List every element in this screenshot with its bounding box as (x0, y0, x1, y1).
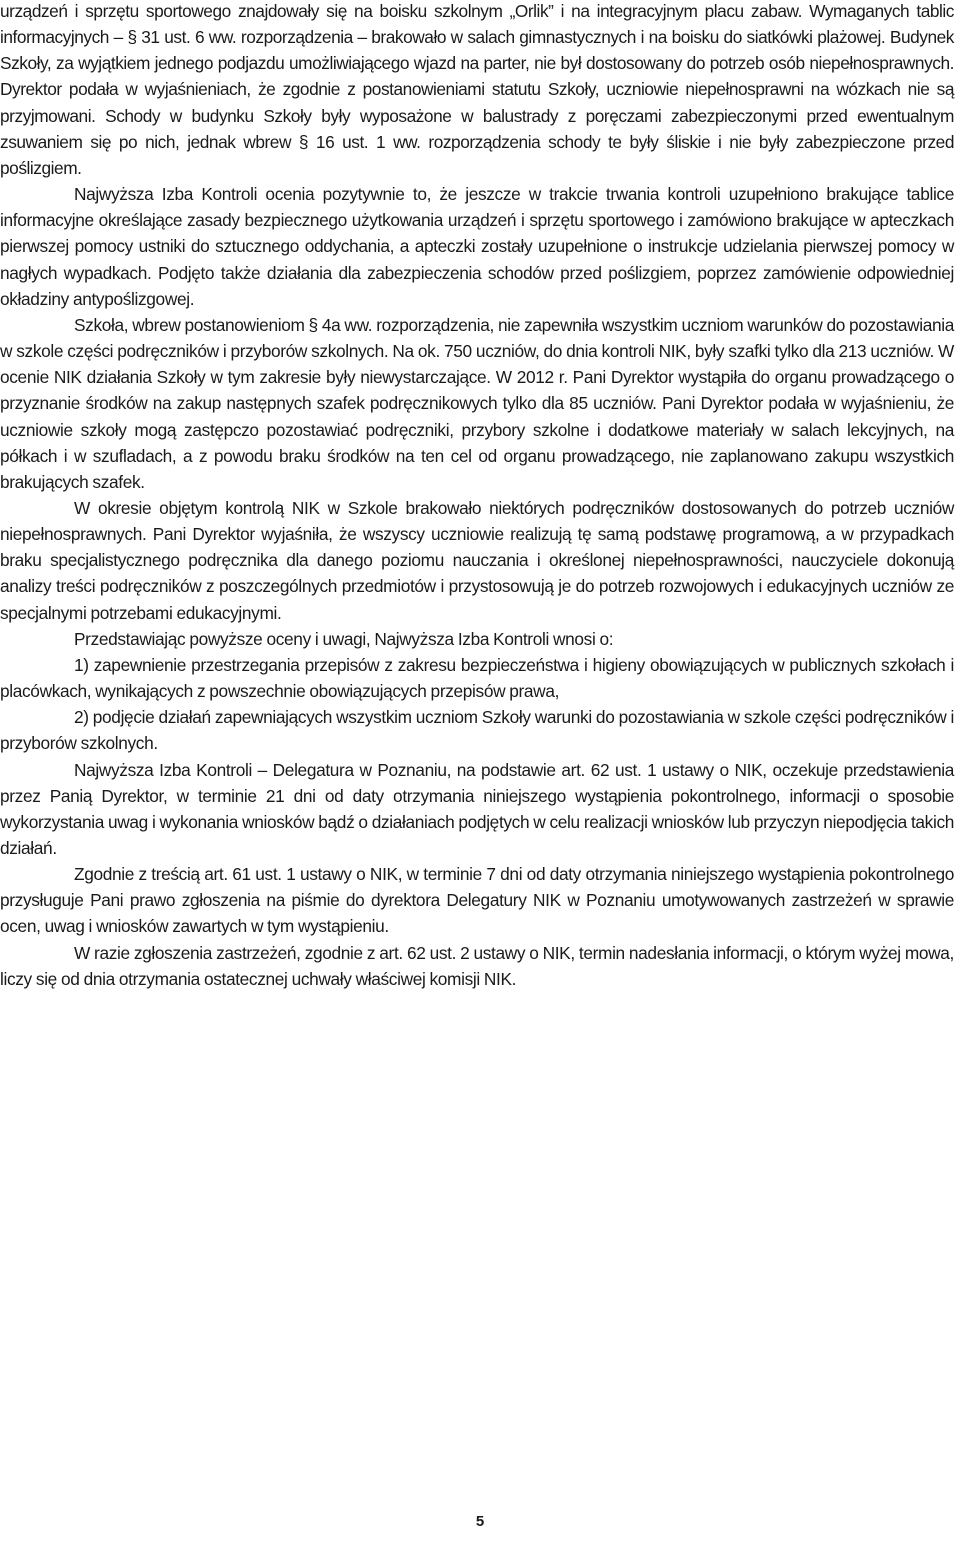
list-item-request-1: 1) zapewnienie przestrzegania przepisów z zakresu bezpieczeństwa i higieny obowiązujących w publicznych szkołach i placówkach, wynikających z powszechnie obowiązujących przepisów prawa, (0, 654, 954, 702)
paragraph-nik-positive-assessment: Najwyższa Izba Kontroli ocenia pozytywnie to, że jeszcze w trakcie trwania kontroli uzupełniono brakujące tablice informacyjne określające zasady bezpiecznego użytkowania urządzeń i sprzętu sportowego i zamówiono brakujące w apteczkach pierwszej pomocy ustniki do sztucznego oddychania, a apteczki zostały uzupełnione o instrukcje udzielania pierwszej pomocy w nagłych wypadkach. Podjęto także działania dla zabezpieczenia schodów przed poślizgiem, poprzez zamówienie odpowiedniej okładziny antypoślizgowej. (0, 184, 954, 309)
paragraph-requests-intro: Przedstawiając powyższe oceny i uwagi, Najwyższa Izba Kontroli wnosi o: (74, 628, 614, 649)
paragraph-playground-safety: urządzeń i sprzętu sportowego znajdowały się na boisku szkolnym „Orlik” i na integracyjnym placu zabaw. Wymaganych tablic informacyjnych – § 31 ust. 6 ww. rozporządzenia – brakowało w salach gimnastycznych i na boisku do siatkówki plażowej. Budynek Szkoły, za wyjątkiem jednego podjazdu umożliwiającego wjazd na parter, nie był dostosowany do potrzeb osób niepełnosprawnych. Dyrektor podała w wyjaśnieniach, że zgodnie z postanowieniami statutu Szkoły, uczniowie niepełnosprawni na wózkach nie są przyjmowani. Schody w budynku Szkoły były wyposażone w balustrady z poręczami zabezpieczonymi przed ewentualnym zsuwaniem się po nich, jednak wbrew § 16 ust. 1 ww. rozporządzenia schody te były śliskie i nie były zabezpieczone przed poślizgiem. (0, 1, 954, 178)
paragraph-textbooks: W okresie objętym kontrolą NIK w Szkole brakowało niektórych podręczników dostosowanych do potrzeb uczniów niepełnosprawnych. Pani Dyrektor wyjaśniła, że wszyscy uczniowie realizują tę samą podstawę programową, a w przypadkach braku specjalistycznego podręcznika dla danego poziomu nauczania i określonej niepełnosprawności, nauczyciele dokonują analizy treści podręczników z poszczególnych przedmiotów i przystosowują je do potrzeb rozwojowych i edukacyjnych uczniów ze specjalnymi potrzebami edukacyjnymi. (0, 497, 954, 623)
paragraph-reporting-obligation: Najwyższa Izba Kontroli – Delegatura w Poznaniu, na podstawie art. 62 ust. 1 ustawy o NIK, oczekuje przedstawienia przez Panią Dyrektor, w terminie 21 dni od daty otrzymania niniejszego wystąpienia pokontrolnego, informacji o sposobie wykorzystania uwag i wykonania wniosków bądź o działaniach podjętych w celu realizacji wniosków lub przyczyn niepodjęcia takich działań. (0, 759, 954, 858)
page-number: 5 (475, 1513, 485, 1530)
paragraph-objection-right: Zgodnie z treścią art. 61 ust. 1 ustawy o NIK, w terminie 7 dni od daty otrzymania niniejszego wystąpienia pokontrolnego przysługuje Pani prawo zgłoszenia na piśmie do dyrektora Delegatury NIK w Poznaniu umotywowanych zastrzeżeń w sprawie ocen, uwag i wniosków zawartych w tym wystąpieniu. (0, 864, 954, 937)
paragraph-deadline-note: W razie zgłoszenia zastrzeżeń, zgodnie z art. 62 ust. 2 ustawy o NIK, termin nadesłania informacji, o którym wyżej mowa, liczy się od dnia otrzymania ostatecznej uchwały właściwej komisji NIK. (0, 942, 954, 989)
list-item-request-2: 2) podjęcie działań zapewniających wszystkim uczniom Szkoły warunki do pozostawiania w szkole części podręczników i przyborów szkolnych. (0, 707, 954, 754)
paragraph-lockers: Szkoła, wbrew postanowieniom § 4a ww. rozporządzenia, nie zapewniła wszystkim uczniom warunków do pozostawiania w szkole części podręczników i przyborów szkolnych. Na ok. 750 uczniów, do dnia kontroli NIK, były szafki tylko dla 213 uczniów. W ocenie NIK działania Szkoły w tym zakresie były niewystarczające. W 2012 r. Pani Dyrektor wystąpiła do organu prowadzącego o przyznanie środków na zakup następnych szafek podręcznikowych tylko dla 85 uczniów. Pani Dyrektor podała w wyjaśnieniu, że uczniowie szkoły mogą zastępczo pozostawiać podręczniki, przybory szkolne i dodatkowe materiały w salach lekcyjnych, na półkach i w szufladach, a z powodu braku środków na ten cel od organu prowadzącego, nie zaplanowano zakupu wszystkich brakujących szafek. (0, 314, 954, 492)
